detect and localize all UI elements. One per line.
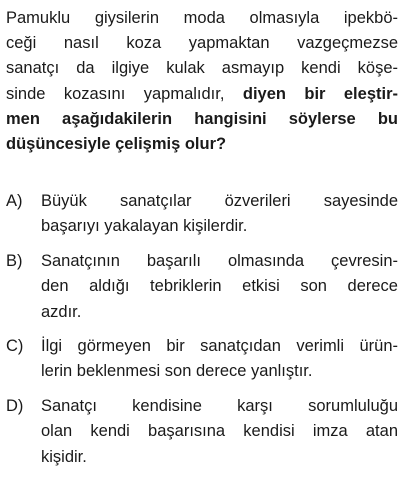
- option-letter: B): [6, 251, 23, 270]
- option-line: azdır.: [41, 302, 82, 321]
- answer-options: [6, 189, 398, 479]
- option-c[interactable]: [6, 334, 398, 385]
- option-letter: D): [6, 396, 24, 415]
- option-b[interactable]: [6, 249, 398, 325]
- stem-line-bold: men aşağıdakilerin hangisini söylerse bu: [6, 109, 398, 128]
- option-d[interactable]: [6, 394, 398, 470]
- option-line: den aldığı tebriklerin etkisi son derece: [41, 277, 398, 296]
- stem-line: [6, 82, 398, 107]
- option-line: İlgi görmeyen bir sanatçıdan verimli ürün-: [41, 337, 398, 356]
- question-stem: [6, 6, 398, 157]
- option-line: Büyük sanatçılar özverileri sayesinde: [41, 192, 398, 210]
- stem-line: sanatçı da ilgiye kulak asmayıp kendi köşe-: [6, 59, 398, 78]
- stem-line: Pamuklu giysilerin moda olmasıyla ipekbö-: [6, 9, 398, 27]
- option-letter: C): [6, 337, 24, 356]
- option-line: olan kendi başarısına kendisi imza atan: [41, 422, 398, 441]
- option-line: kişidir.: [41, 447, 87, 466]
- option-line: lerin beklenmesi son derece yanlıştır.: [41, 362, 313, 381]
- stem-line-bold: diyen bir eleştir-: [242, 84, 398, 103]
- option-a[interactable]: [6, 189, 398, 240]
- option-line: Sanatçı kendisine karşı sorumluluğu: [41, 396, 398, 415]
- option-line: başarıyı yakalayan kişilerdir.: [41, 217, 248, 236]
- option-letter: A): [6, 192, 23, 210]
- stem-line-text: sinde kozasını yapmalıdır,: [6, 84, 243, 103]
- stem-question: düşüncesiyle çelişmiş olur?: [6, 135, 227, 154]
- option-line: Sanatçının başarılı olmasında çevresin-: [41, 251, 398, 270]
- stem-line: ceği nasıl koza yapmaktan vazgeçmezse: [6, 34, 398, 53]
